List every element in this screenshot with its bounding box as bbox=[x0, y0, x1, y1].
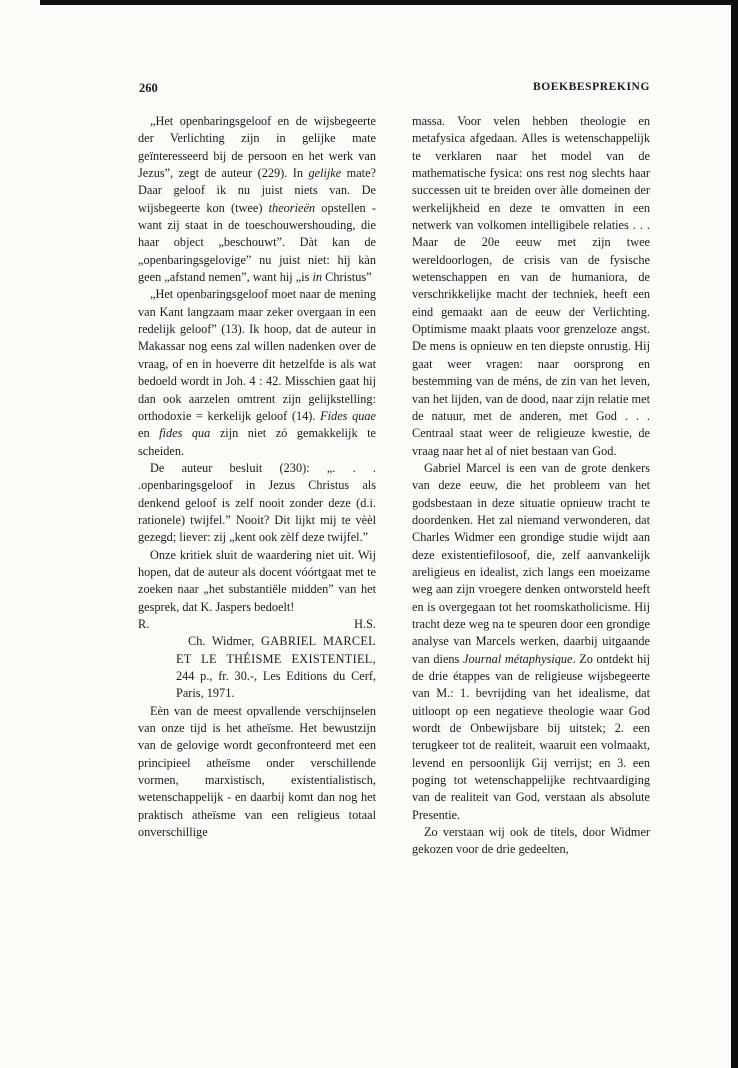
left-paragraph bbox=[138, 460, 376, 547]
italic-text-segment: fides qua bbox=[159, 426, 211, 441]
text-segment: Gabriel Marcel is een van de grote denkers van deze eeuw, die het probleem van het godsbestaan in deze situatie opnieuw tracht te doordenken. Het zal niemand verwonderen, dat Charles Widmer een grondige studie wijdt aan deze existentiefilosoof, die, zelf aanvankelijk areligieus en idealist, zich langs een moeizame weg aan zijn vroegere denken ontworsteld heeft en is overgegaan tot het roomskatholicisme. Hij tracht deze weg na te speuren door een grondige analyse van Marcels werken, daarbij uitgaande van diens bbox=[412, 460, 650, 666]
signature-initial-right: H.S. bbox=[354, 616, 376, 631]
right-paragraph bbox=[412, 824, 650, 859]
review-book-title: GABRIEL MARCEL ET LE THÉISME EXISTENTIEL, bbox=[176, 634, 376, 666]
text-segment: massa. Voor velen hebben theologie en metafysica afgedaan. Alles is wetenschappelijk te verklaren naar het model van de mathematische fysica: ons rest nog slechts haar successen uit te breiden over àlle domeinen der werkelijkheid en deze te omvatten in een netwerk van volkomen intelligibele relaties . . . Maar de 20e eeuw met zijn twee wereldoorlogen, de crisis van de fysische wetenschappen en van de humaniora, de verschrikkelijke macht der techniek, heeft een eind gemaakt aan de eeuw der Verlichting. Optimisme maakt plaats voor grenzeloze angst. De mens is opnieuw en ten diepste onrustig. Hij gaat weer vragen: naar oorsprong en bestemming van de méns, de zin van het leven, van het lijden, van de dood, naar zijn relatie met de natuur, met de anderen, met God . . . Centraal staat weer de religieuze kwestie, de vraag naar het al of niet bestaan van God. bbox=[412, 114, 650, 458]
text-segment: Christus” bbox=[322, 270, 372, 285]
review-author: Ch. Widmer, bbox=[188, 634, 262, 649]
text-segment: „Het openbaringsgeloof moet naar de mening van Kant langzaam maar zeker overgaan in een redelijk geloof” (13). Ik hoop, dat de auteur in Makassar nog eens zal willen nadenken over de vraag, of en in hoeverre dit hetzelfde is als wat bedoeld wordt in Joh. 4 : 42. Misschien gaat hij dan ook aarzelen omtrent zijn gelijkstelling: orthodoxie = kerkelijk geloof (14). bbox=[138, 287, 376, 423]
text-segment: Zo verstaan wij ook de titels, door Widmer gekozen voor de drie gedeelten, bbox=[412, 825, 650, 857]
right-column bbox=[412, 113, 650, 859]
left-column bbox=[138, 113, 376, 841]
review-book-details: 244 p., fr. 30.-, Les Editions du Cerf, Paris, 1971. bbox=[176, 669, 376, 701]
right-paragraph bbox=[412, 460, 650, 824]
right-paragraph bbox=[412, 113, 650, 460]
italic-text-segment: Journal métaphysique bbox=[462, 651, 573, 666]
text-segment: . Zo ontdekt hij de drie étappes van de religieuse wijsbegeerte van M.: 1. bevrijding van het idealisme, dat uitloopt op een negatieve theologie waar God wordt de Onbewijsbare bij uitstek; 2. een terugkeer tot de realiteit, waaruit een volmaakt, levend en persoonlijk Gij verrijst; en 3. een poging tot wetenschappelijke rechtvaardiging van de realiteit van God, verstaan als absolute Presentie. bbox=[412, 651, 650, 822]
signature-initial-left: R. bbox=[138, 616, 150, 631]
text-segment: „Het openbaringsgeloof en de wijsbegeerte der Verlichting zijn in gelijke mate geïnteresseerd bij de persoon en het werk van Jezus”, zegt de auteur (229). In bbox=[138, 114, 376, 181]
italic-text-segment: gelijke bbox=[308, 166, 342, 181]
text-segment: mate? Daar geloof ik nu juist niets van. De wijsbegeerte kon (twee) bbox=[138, 166, 376, 215]
italic-text-segment: theorieën bbox=[268, 200, 316, 215]
page-number: 260 bbox=[139, 81, 158, 95]
text-segment: De auteur besluit (230): „. . . .openbaringsgeloof in Jezus Christus als denkend geloof is zelf nooit zonder deze (d.i. rationele) twijfel.” Nooit? Dit lijkt mij te vèèl gezegd; liever: zij „kent ook zèlf deze twijfel.” bbox=[138, 460, 376, 545]
text-segment: zijn niet zó gemakkelijk te scheiden. bbox=[138, 426, 377, 458]
italic-text-segment: Fides quae bbox=[320, 408, 376, 423]
review-signature bbox=[138, 616, 376, 633]
page-header bbox=[139, 81, 650, 99]
running-head: BOEKBESPREKING bbox=[532, 81, 650, 93]
review-opening-paragraph: Eèn van de meest opvallende verschijnselen van onze tijd is het atheïsme. Het bewustzijn van de gelovige wordt geconfronteerd met een principieel atheïsme onder verschillende vormen, marxistisch, existentialistisch, wetenschappelijk - en daarbij komt dan nog het praktisch atheïsme van een religieus totaal onverschillige bbox=[138, 703, 376, 840]
italic-text-segment: in bbox=[312, 270, 323, 285]
left-paragraph bbox=[138, 547, 376, 616]
text-segment: opstellen - want zij staat in de toeschouwershouding, die haar object „beschouwt”. Dàt kan de „openbaringsgelovige” nu juist niet: hij kàn geen „afstand nemen”, want hij „is bbox=[138, 200, 376, 285]
left-paragraph bbox=[138, 113, 376, 286]
right-edge-rule bbox=[731, 0, 738, 1068]
text-segment: en bbox=[138, 426, 160, 441]
text-segment: Onze kritiek sluit de waardering niet uit. Wij hopen, dat de auteur als docent vóórtgaat met te zoeken naar „het substantiële midden” van het gesprek, dat K. Jaspers bedoelt! bbox=[138, 547, 376, 614]
top-edge-rule bbox=[40, 0, 738, 5]
review-heading bbox=[138, 633, 376, 702]
left-paragraph bbox=[138, 286, 376, 459]
